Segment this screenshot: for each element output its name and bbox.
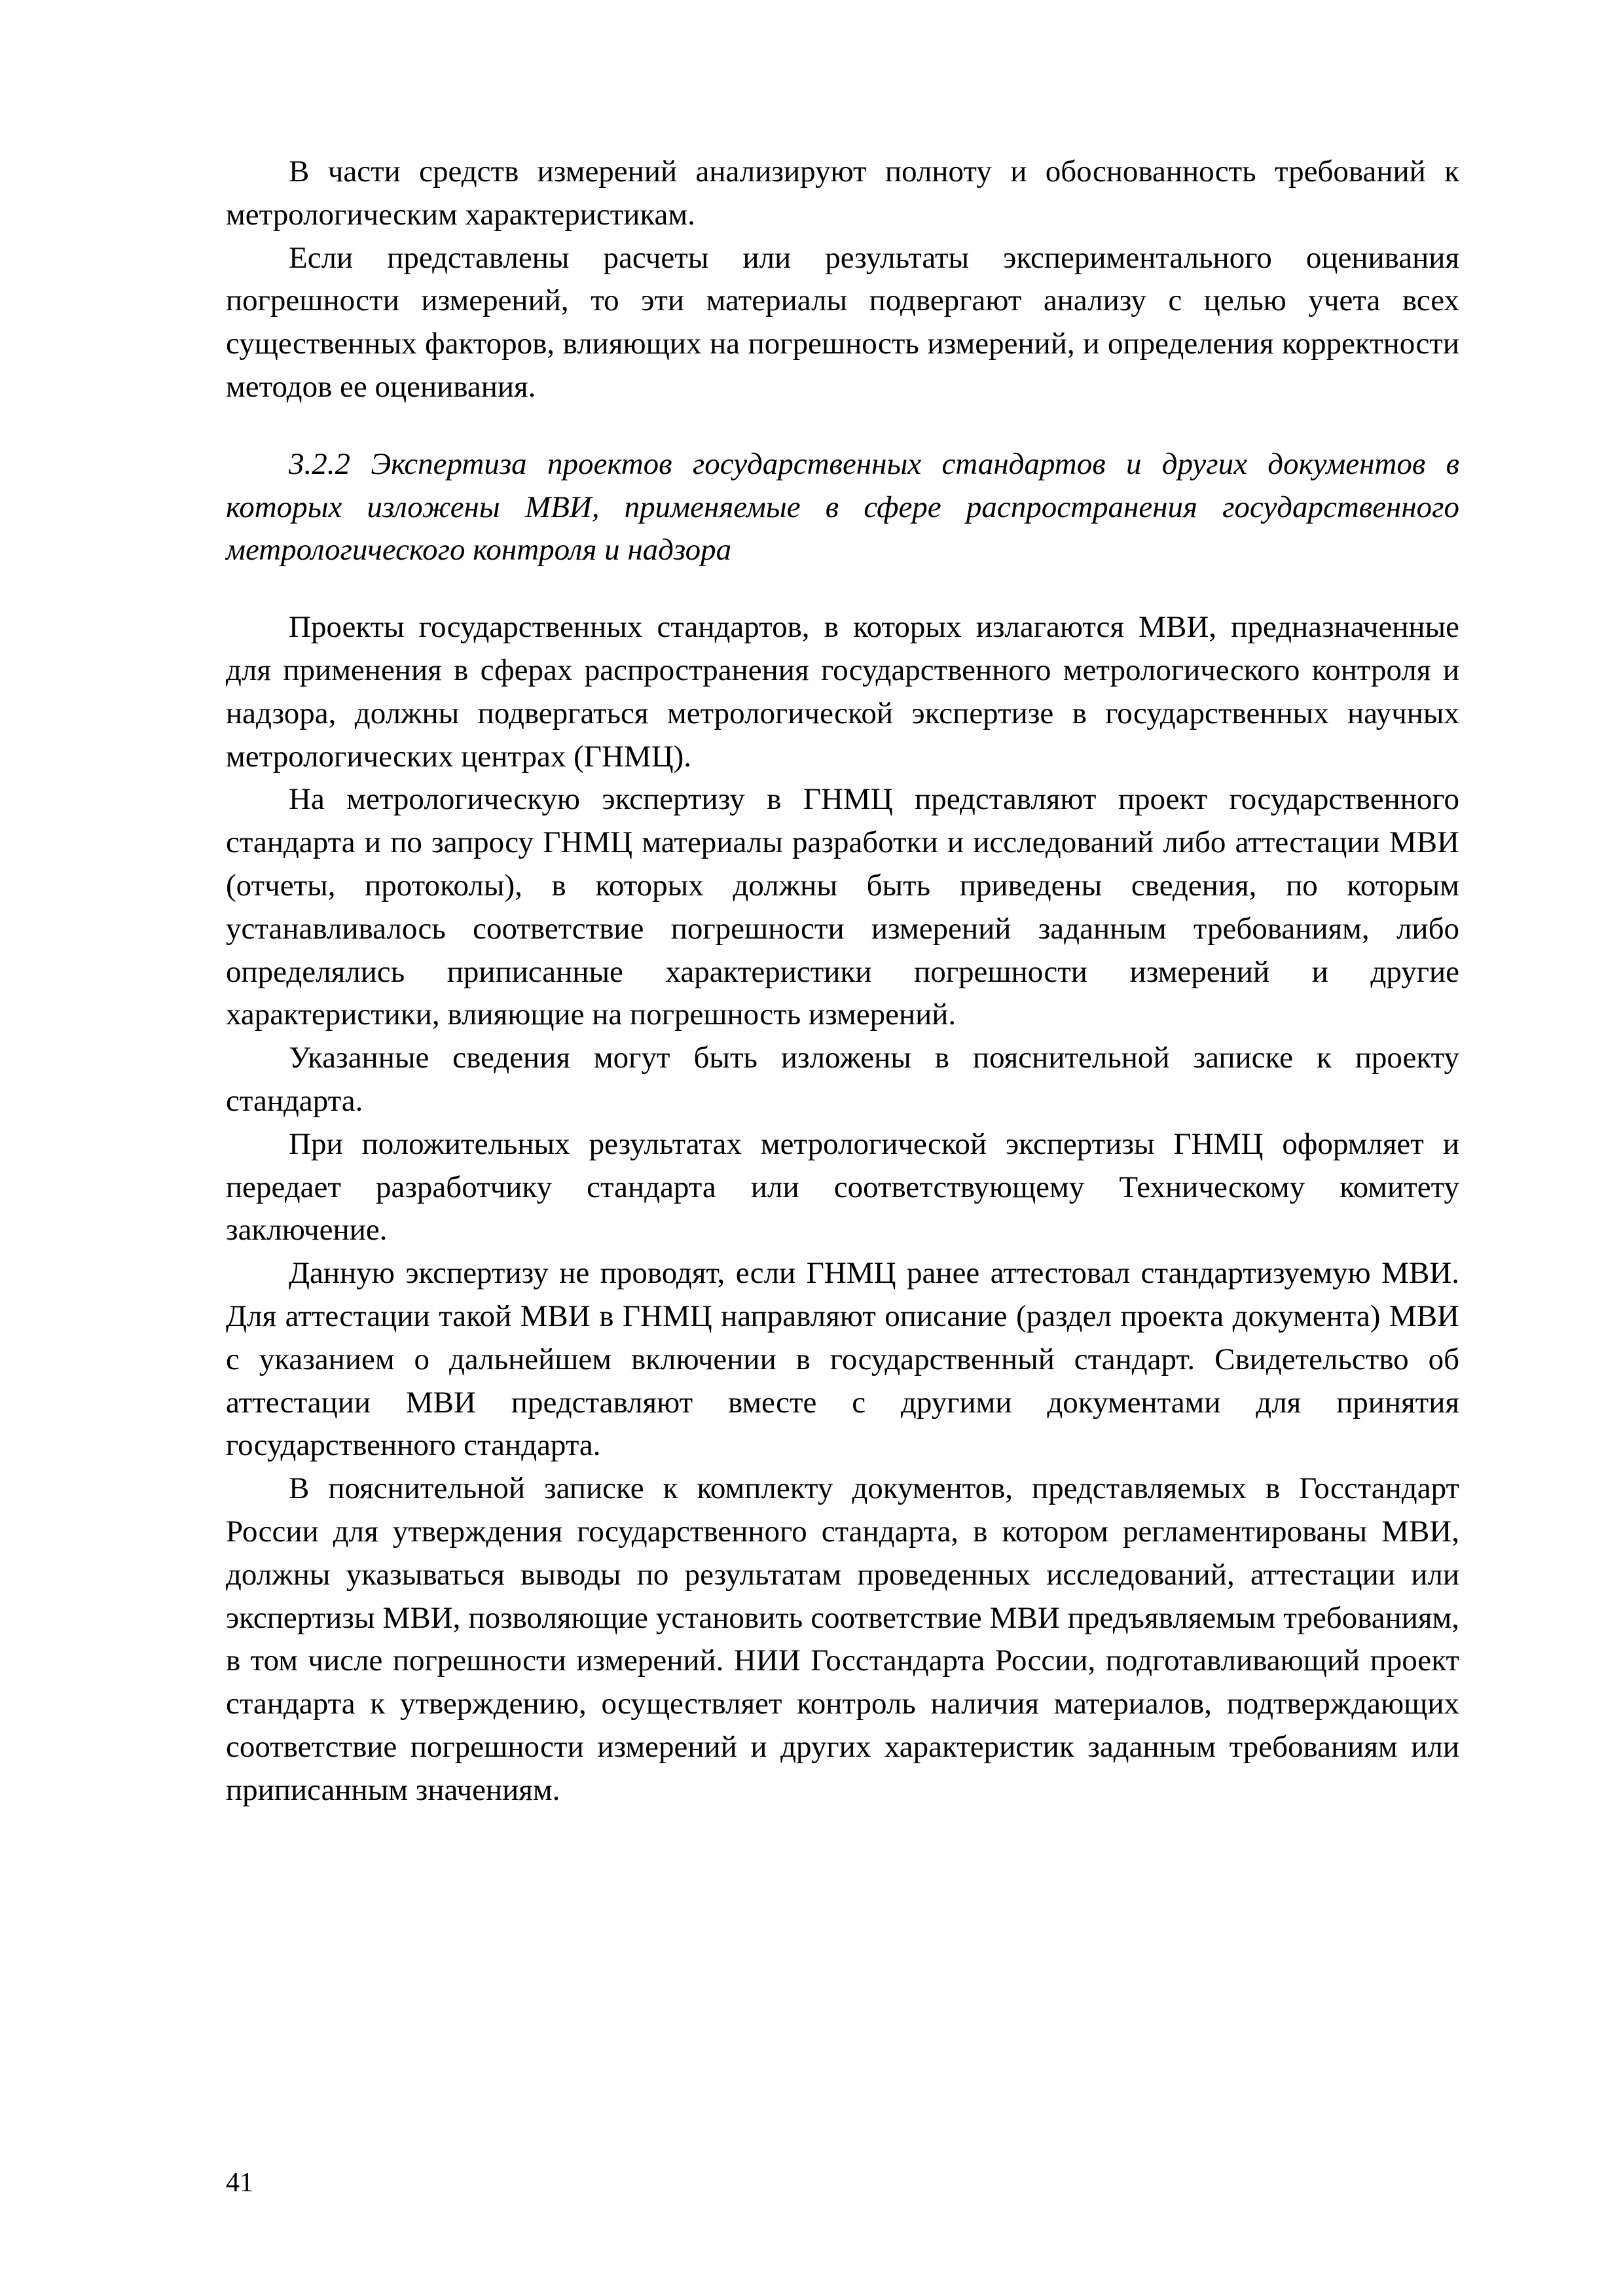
paragraph-5: На метрологическую экспертизу в ГНМЦ представляют проект государственного стандарта и по запросу ГНМЦ материалы разработки и исследований либо аттестации МВИ (отчеты, протоколы), в которых должны быть приведены сведения, по которым устанавливалось соответствие погрешности измерений заданным требованиям, либо определялись приписанные характеристики погрешности измерений и другие характеристики, влияющие на погрешность измерений. (226, 782, 1459, 1032)
page-number: 41 (226, 2168, 253, 2198)
paragraph-6: Указанные сведения могут быть изложены в пояснительной записке к проекту стандарта. (226, 1041, 1459, 1118)
section-heading-3-2-2: 3.2.2 Экспертиза проектов государственных стандартов и других документов в которых изложены МВИ, применяемые в сфере распространения государственного метрологического контроля и надзора (226, 446, 1459, 567)
paragraph-7: При положительных результатах метрологической экспертизы ГНМЦ оформляет и передает разработчику стандарта или соответствующему Техническому комитету заключение. (226, 1126, 1459, 1247)
paragraph-4: Проекты государственных стандартов, в которых излагаются МВИ, предназначенные для применения в сферах распространения государственного метрологического контроля и надзора, должны подвергаться метрологической экспертизе в государственных научных метрологических центрах (ГНМЦ). (226, 610, 1459, 774)
paragraph-2: Если представлены расчеты или результаты экспериментального оценивания погрешности измерений, то эти материалы подвергают анализу с целью учета всех существенных факторов, влияющих на погрешность измерений, и определения корректности методов ее оценивания. (226, 240, 1459, 404)
section-spacer-bottom (226, 572, 1459, 606)
page-body (226, 151, 1459, 1812)
paragraph-9: В пояснительной записке к комплекту документов, представляемых в Госстандарт России для утверждения государственного стандарта, в котором регламентированы МВИ, должны указываться выводы по результатам проведенных исследований, аттестации или экспертизы МВИ, позволяющие установить соответствие МВИ предъявляемым требованиям, в том числе погрешности измерений. НИИ Госстандарта России, подготавливающий проект стандарта к утверждению, осуществляет контроль наличия материалов, подтверждающих соответствие погрешности измерений и других характеристик заданным требованиям или приписанным значениям. (226, 1471, 1459, 1807)
paragraph-1: В части средств измерений анализируют полноту и обоснованность требований к метрологическим характеристикам. (226, 154, 1459, 232)
paragraph-8: Данную экспертизу не проводят, если ГНМЦ ранее аттестовал стандартизуемую МВИ. Для аттестации такой МВИ в ГНМЦ направляют описание (раздел проекта документа) МВИ с указанием о дальнейшем включении в государственный стандарт. Свидетельство об аттестации МВИ представляют вместе с другими документами для принятия государственного стандарта. (226, 1256, 1459, 1463)
section-spacer-top (226, 409, 1459, 443)
